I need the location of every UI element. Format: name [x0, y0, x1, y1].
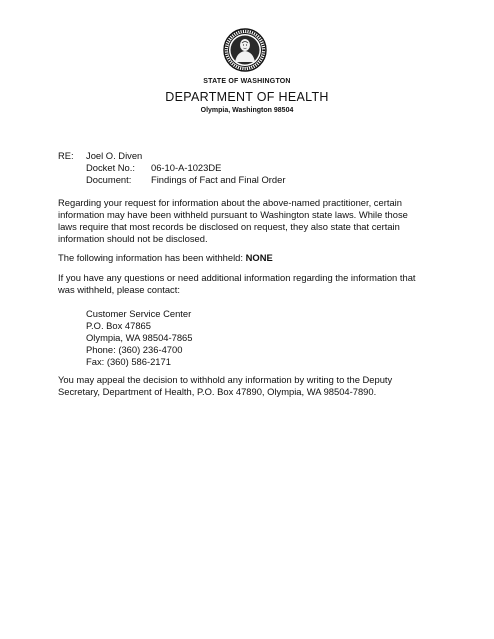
contact-city: Olympia, WA 98504-7865 — [86, 332, 193, 343]
re-docket-row — [58, 162, 285, 174]
re-block — [58, 150, 285, 186]
contact-phone: Phone: (360) 236-4700 — [86, 344, 183, 355]
paragraph-line: information should not be disclosed. — [58, 233, 208, 244]
paragraph-contact-intro — [58, 272, 438, 296]
paragraph-line: You may appeal the decision to withhold any information by writing to the Deputy — [58, 374, 393, 385]
docket-label: Docket No.: — [86, 162, 135, 173]
withheld-text: The following information has been withheld: — [58, 252, 244, 263]
contact-address-block — [86, 308, 192, 368]
paragraph-line: If you have any questions or need additional information regarding the information that — [58, 272, 416, 283]
paragraph-line: Secretary, Department of Health, P.O. Box 47890, Olympia, WA 98504-7890. — [58, 386, 377, 397]
department-address: Olympia, Washington 98504 — [200, 107, 294, 114]
department-heading: DEPARTMENT OF HEALTH — [165, 90, 329, 104]
paragraph-line: information may have been withheld pursuant to Washington state laws. While those — [58, 209, 408, 220]
re-name: Joel O. Diven — [86, 150, 143, 161]
paragraph-withholding-notice — [58, 197, 438, 245]
paragraph-line: was withheld, please contact: — [58, 284, 180, 295]
contact-po-box: P.O. Box 47865 — [86, 320, 151, 331]
re-label: RE: — [58, 150, 74, 161]
re-name-row — [58, 150, 285, 162]
paragraph-appeal — [58, 374, 438, 398]
document-label: Document: — [86, 174, 132, 185]
document-value: Findings of Fact and Final Order — [151, 174, 286, 185]
contact-fax: Fax: (360) 586-2171 — [86, 356, 171, 367]
withheld-statement — [58, 252, 438, 264]
paragraph-line: Regarding your request for information about the above-named practitioner, certain — [58, 197, 402, 208]
docket-value: 06-10-A-1023DE — [151, 162, 222, 173]
paragraph-line: laws require that most records be disclosed on request, they also state that certain — [58, 221, 400, 232]
withheld-value: NONE — [245, 252, 273, 263]
contact-org: Customer Service Center — [86, 308, 192, 319]
re-document-row — [58, 174, 285, 186]
state-heading: STATE OF WASHINGTON — [203, 78, 291, 85]
state-seal-icon — [223, 28, 267, 72]
